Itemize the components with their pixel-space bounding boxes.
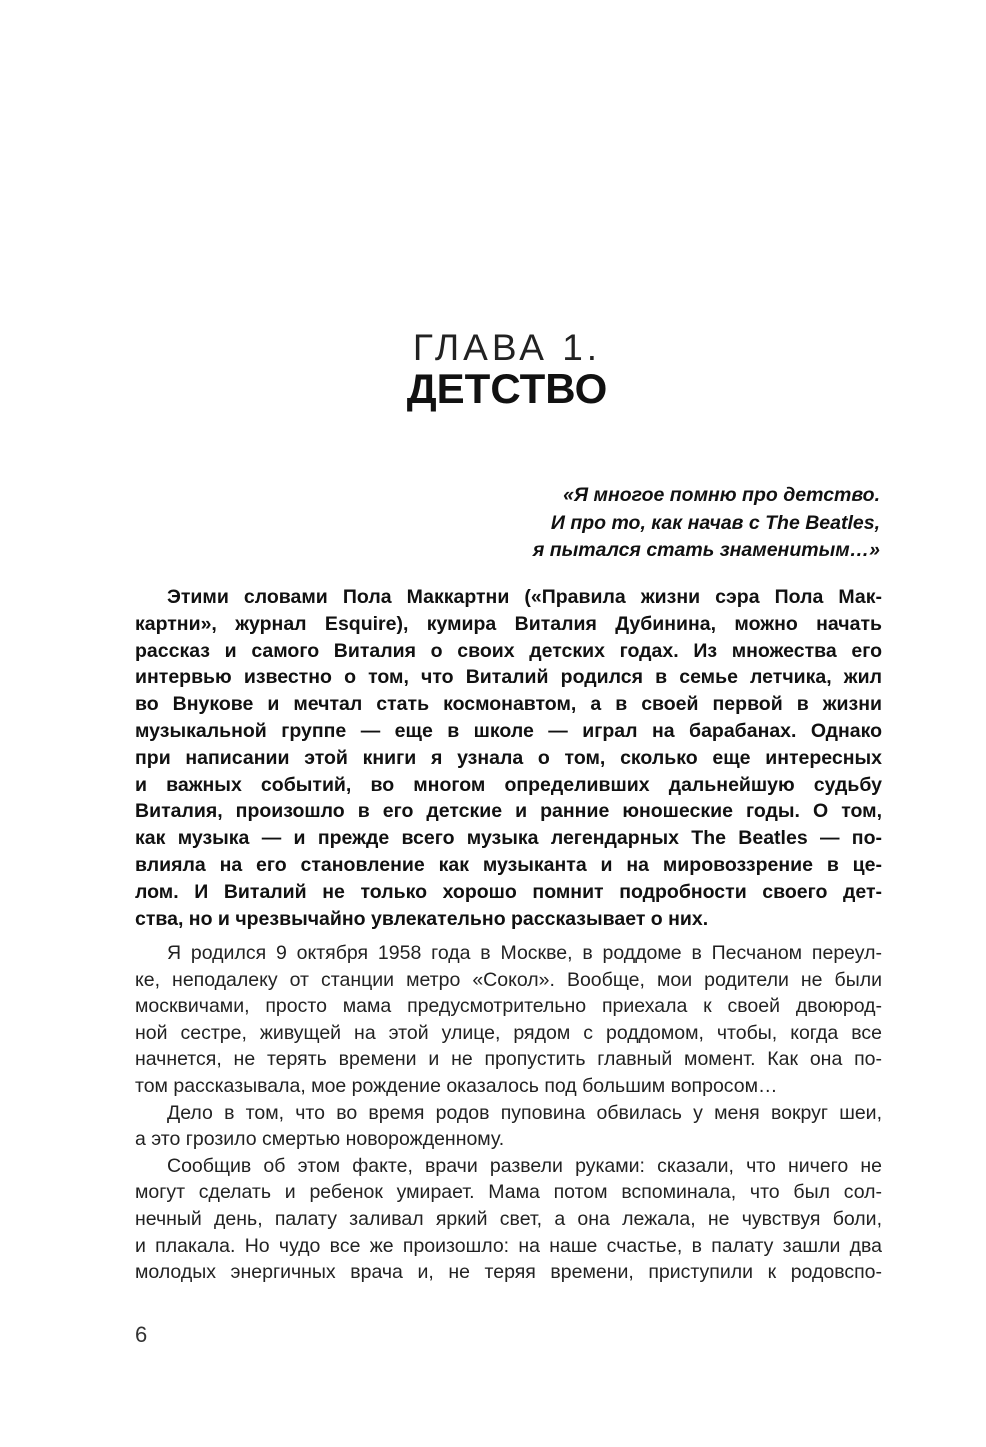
body-line: ке, неподалеку от станции метро «Сокол». Вообще, мои родители не были — [135, 968, 882, 991]
body-line: Я родился 9 октября 1958 года в Москве, в роддоме в Песчаном переул- — [167, 942, 882, 964]
epigraph-line: «Я многое помню про детство. — [563, 484, 880, 506]
body-line: москвичами, просто мама предусмотрительно приехала к своей двоюрод- — [135, 995, 882, 1018]
intro-line: музыкальной группе — еще в школе — играл на барабанах. Однако — [135, 719, 882, 742]
intro-line: ства, но и чрезвычайно увлекательно рассказывает о них. — [135, 907, 709, 930]
body-line: Сообщив об этом факте, врачи развели руками: сказали, что ничего не — [167, 1154, 882, 1177]
intro-line: картни», журнал Esquire), кумира Виталия Дубинина, можно начать — [135, 612, 882, 635]
body-line: том рассказывала, мое рождение оказалось под большим вопросом… — [135, 1074, 778, 1097]
body-line: могут сделать и ребенок умирает. Мама потом вспоминала, что был сол- — [135, 1181, 882, 1204]
page-number: 6 — [135, 1322, 148, 1347]
chapter-label: ГЛАВА 1. — [412, 327, 602, 368]
intro-line: во Внукове и мечтал стать космонавтом, а в своей первой в жизни — [135, 693, 882, 716]
body-line: и плакала. Но чудо все же произошло: на наше счастье, в палату зашли два — [135, 1234, 882, 1257]
intro-line: Виталия, произошло в его детские и ранние юношеские годы. О том, — [135, 800, 882, 823]
body-line: начнется, не терять времени и не пропустить главный момент. Как она по- — [135, 1048, 882, 1071]
epigraph-line: я пытался стать знаменитым…» — [532, 539, 880, 561]
body-line: а это грозило смертью новорожденному. — [135, 1128, 505, 1151]
body-line: нечный день, палату заливал яркий свет, а она лежала, не чувствуя боли, — [135, 1207, 882, 1230]
intro-line: как музыка — и прежде всего музыка легендарных The Beatles — по- — [135, 827, 882, 850]
chapter-title: ДЕТСТВО — [406, 365, 608, 412]
epigraph-line: И про то, как начав с The Beatles, — [550, 511, 880, 534]
body-line: ной сестре, живущей на этой улице, рядом с роддомом, чтобы, когда все — [135, 1021, 882, 1044]
intro-line: и важных событий, во многом определивших дальнейшую судьбу — [135, 773, 882, 796]
intro-line: интервью известно о том, что Виталий родился в семье летчика, жил — [135, 666, 882, 689]
intro-line: влияла на его становление как музыканта и на мировоззрение в це- — [135, 853, 882, 876]
intro-line: рассказ и самого Виталия о своих детских годах. Из множества его — [135, 639, 882, 662]
intro-line: Этими словами Пола Маккартни («Правила жизни сэра Пола Мак- — [167, 586, 882, 608]
body-line: Дело в том, что во время родов пуповина обвилась у меня вокруг шеи, — [167, 1101, 882, 1124]
body-line: молодых энергичных врача и, не теряя времени, приступили к родовспо- — [135, 1261, 882, 1284]
epigraph — [533, 482, 880, 565]
intro-line: лом. И Виталий не только хорошо помнит подробности своего дет- — [135, 880, 882, 903]
intro-paragraph — [135, 584, 882, 932]
intro-line: при написании этой книги я узнала о том, сколько еще интересных — [135, 746, 882, 769]
body-text — [135, 940, 882, 1286]
